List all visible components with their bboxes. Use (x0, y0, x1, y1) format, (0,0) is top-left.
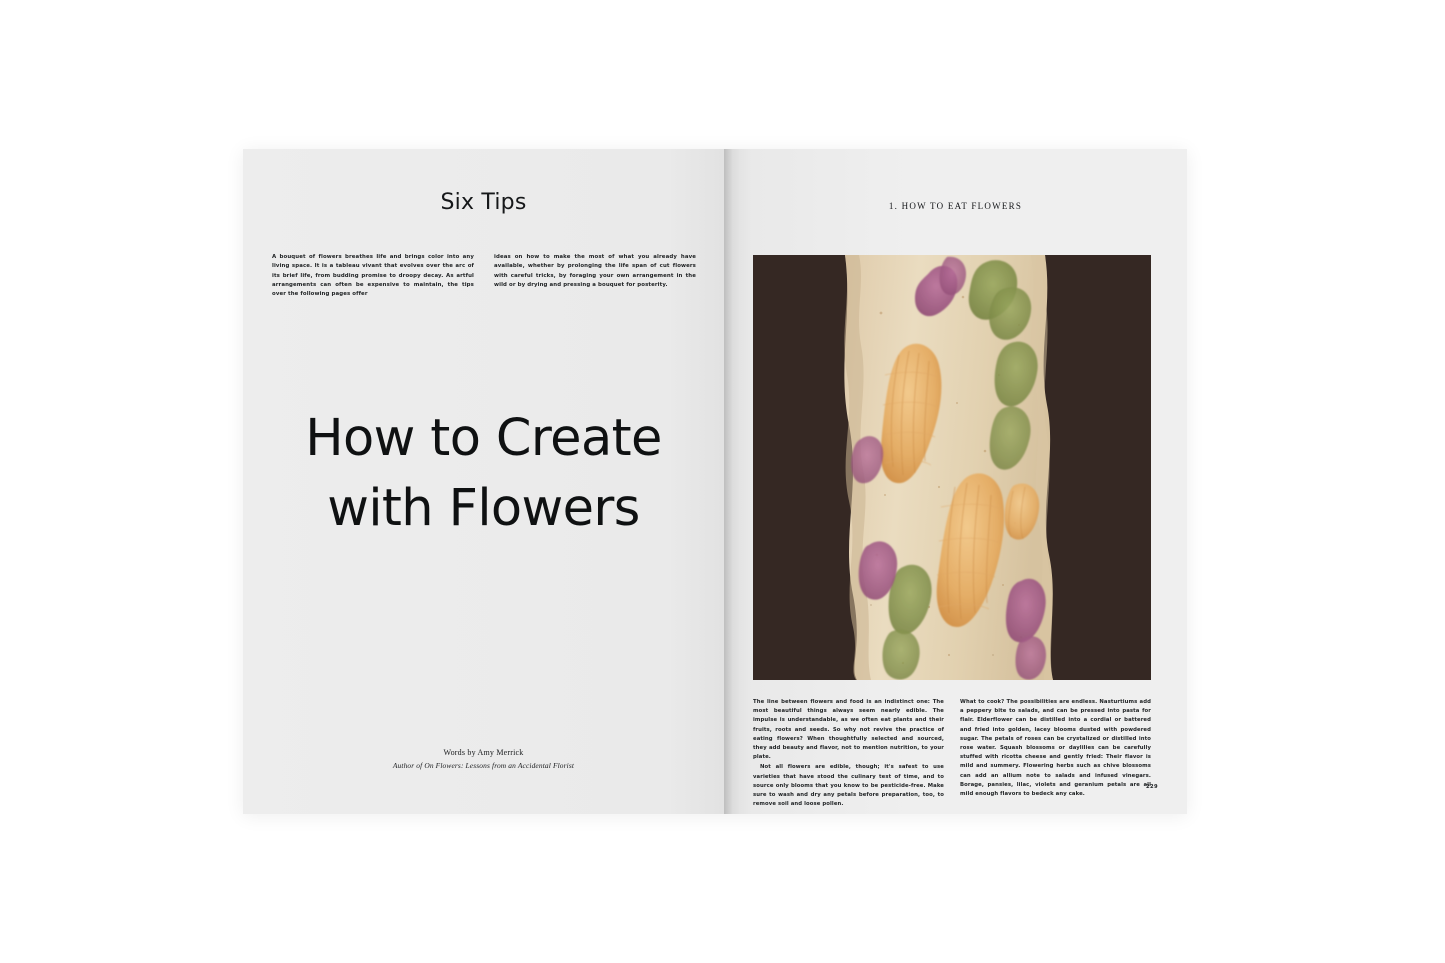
page-title (243, 404, 724, 545)
intro-columns (272, 253, 696, 299)
magazine-spread (243, 149, 1187, 814)
photo-illustration (753, 255, 1151, 680)
credits-block (243, 748, 724, 770)
author-byline: Words by Amy Merrick (443, 748, 524, 757)
page-title-line-1: How to Create (305, 409, 662, 468)
body-paragraph: Not all flowers are edible, though; it's safest to use varieties that have stood the culinary test of time, and to source only blooms that you know to be pesticide-free. Make sure to wash and dry any petals before preparation, too, to remove soil and loose pollen. (753, 764, 944, 808)
right-page (724, 149, 1187, 814)
body-column-1 (753, 698, 944, 809)
body-paragraph: What to cook? The possibilities are endless. Nasturtiums add a peppery bite to salads, and can be pressed into pasta for flair. Elderflower can be distilled into a cordial or battered and fried into golden, lacey blooms dusted with powdered sugar. The petals of roses can be crystalized or distilled into rose water. Squash blossoms or daylilies can be carefully stuffed with ricotta cheese and gently fried: Their flavor is mild and summery. Flowering herbs such as chive blossoms can add an allium note to salads and infused vinegars. Borage, pansies, lilac, violets and geranium petals are all mild enough flavors to bedeck any cake. (960, 699, 1151, 798)
body-columns (753, 698, 1151, 809)
body-column-2 (960, 698, 1151, 809)
running-head: 1. HOW TO EAT FLOWERS (888, 201, 1023, 211)
intro-column-2: ideas on how to make the most of what you already have available, whether by prolonging the life span of cut flowers with careful tricks, by foraging your own arrangement in the wild or by drying and pressing a bouquet for posterity. (494, 254, 696, 288)
page-number: 229 (1145, 784, 1158, 790)
section-kicker: Six Tips (440, 190, 527, 215)
left-page (243, 149, 724, 814)
page-title-line-2: with Flowers (327, 479, 640, 539)
body-paragraph: The line between flowers and food is an indistinct one: The most beautiful things always seem nearly edible. The impulse is understandable, as we often eat plants and their fruits, roots and seeds. So why not revive the practice of eating flowers? When thoughtfully selected and sourced, they add beauty and flavor, not to mention nutrition, to your plate. (753, 699, 944, 761)
intro-column-1: A bouquet of flowers breathes life and brings color into any living space. It is a tableau vivant that evolves over the arc of its brief life, from budding promise to droopy decay. As artful arrangements can often be expensive to maintain, the tips over the following pages offer (272, 254, 474, 298)
flatbread-photo (753, 255, 1151, 680)
author-subline: Author of On Flowers: Lessons from an Accidental Florist (392, 761, 575, 770)
